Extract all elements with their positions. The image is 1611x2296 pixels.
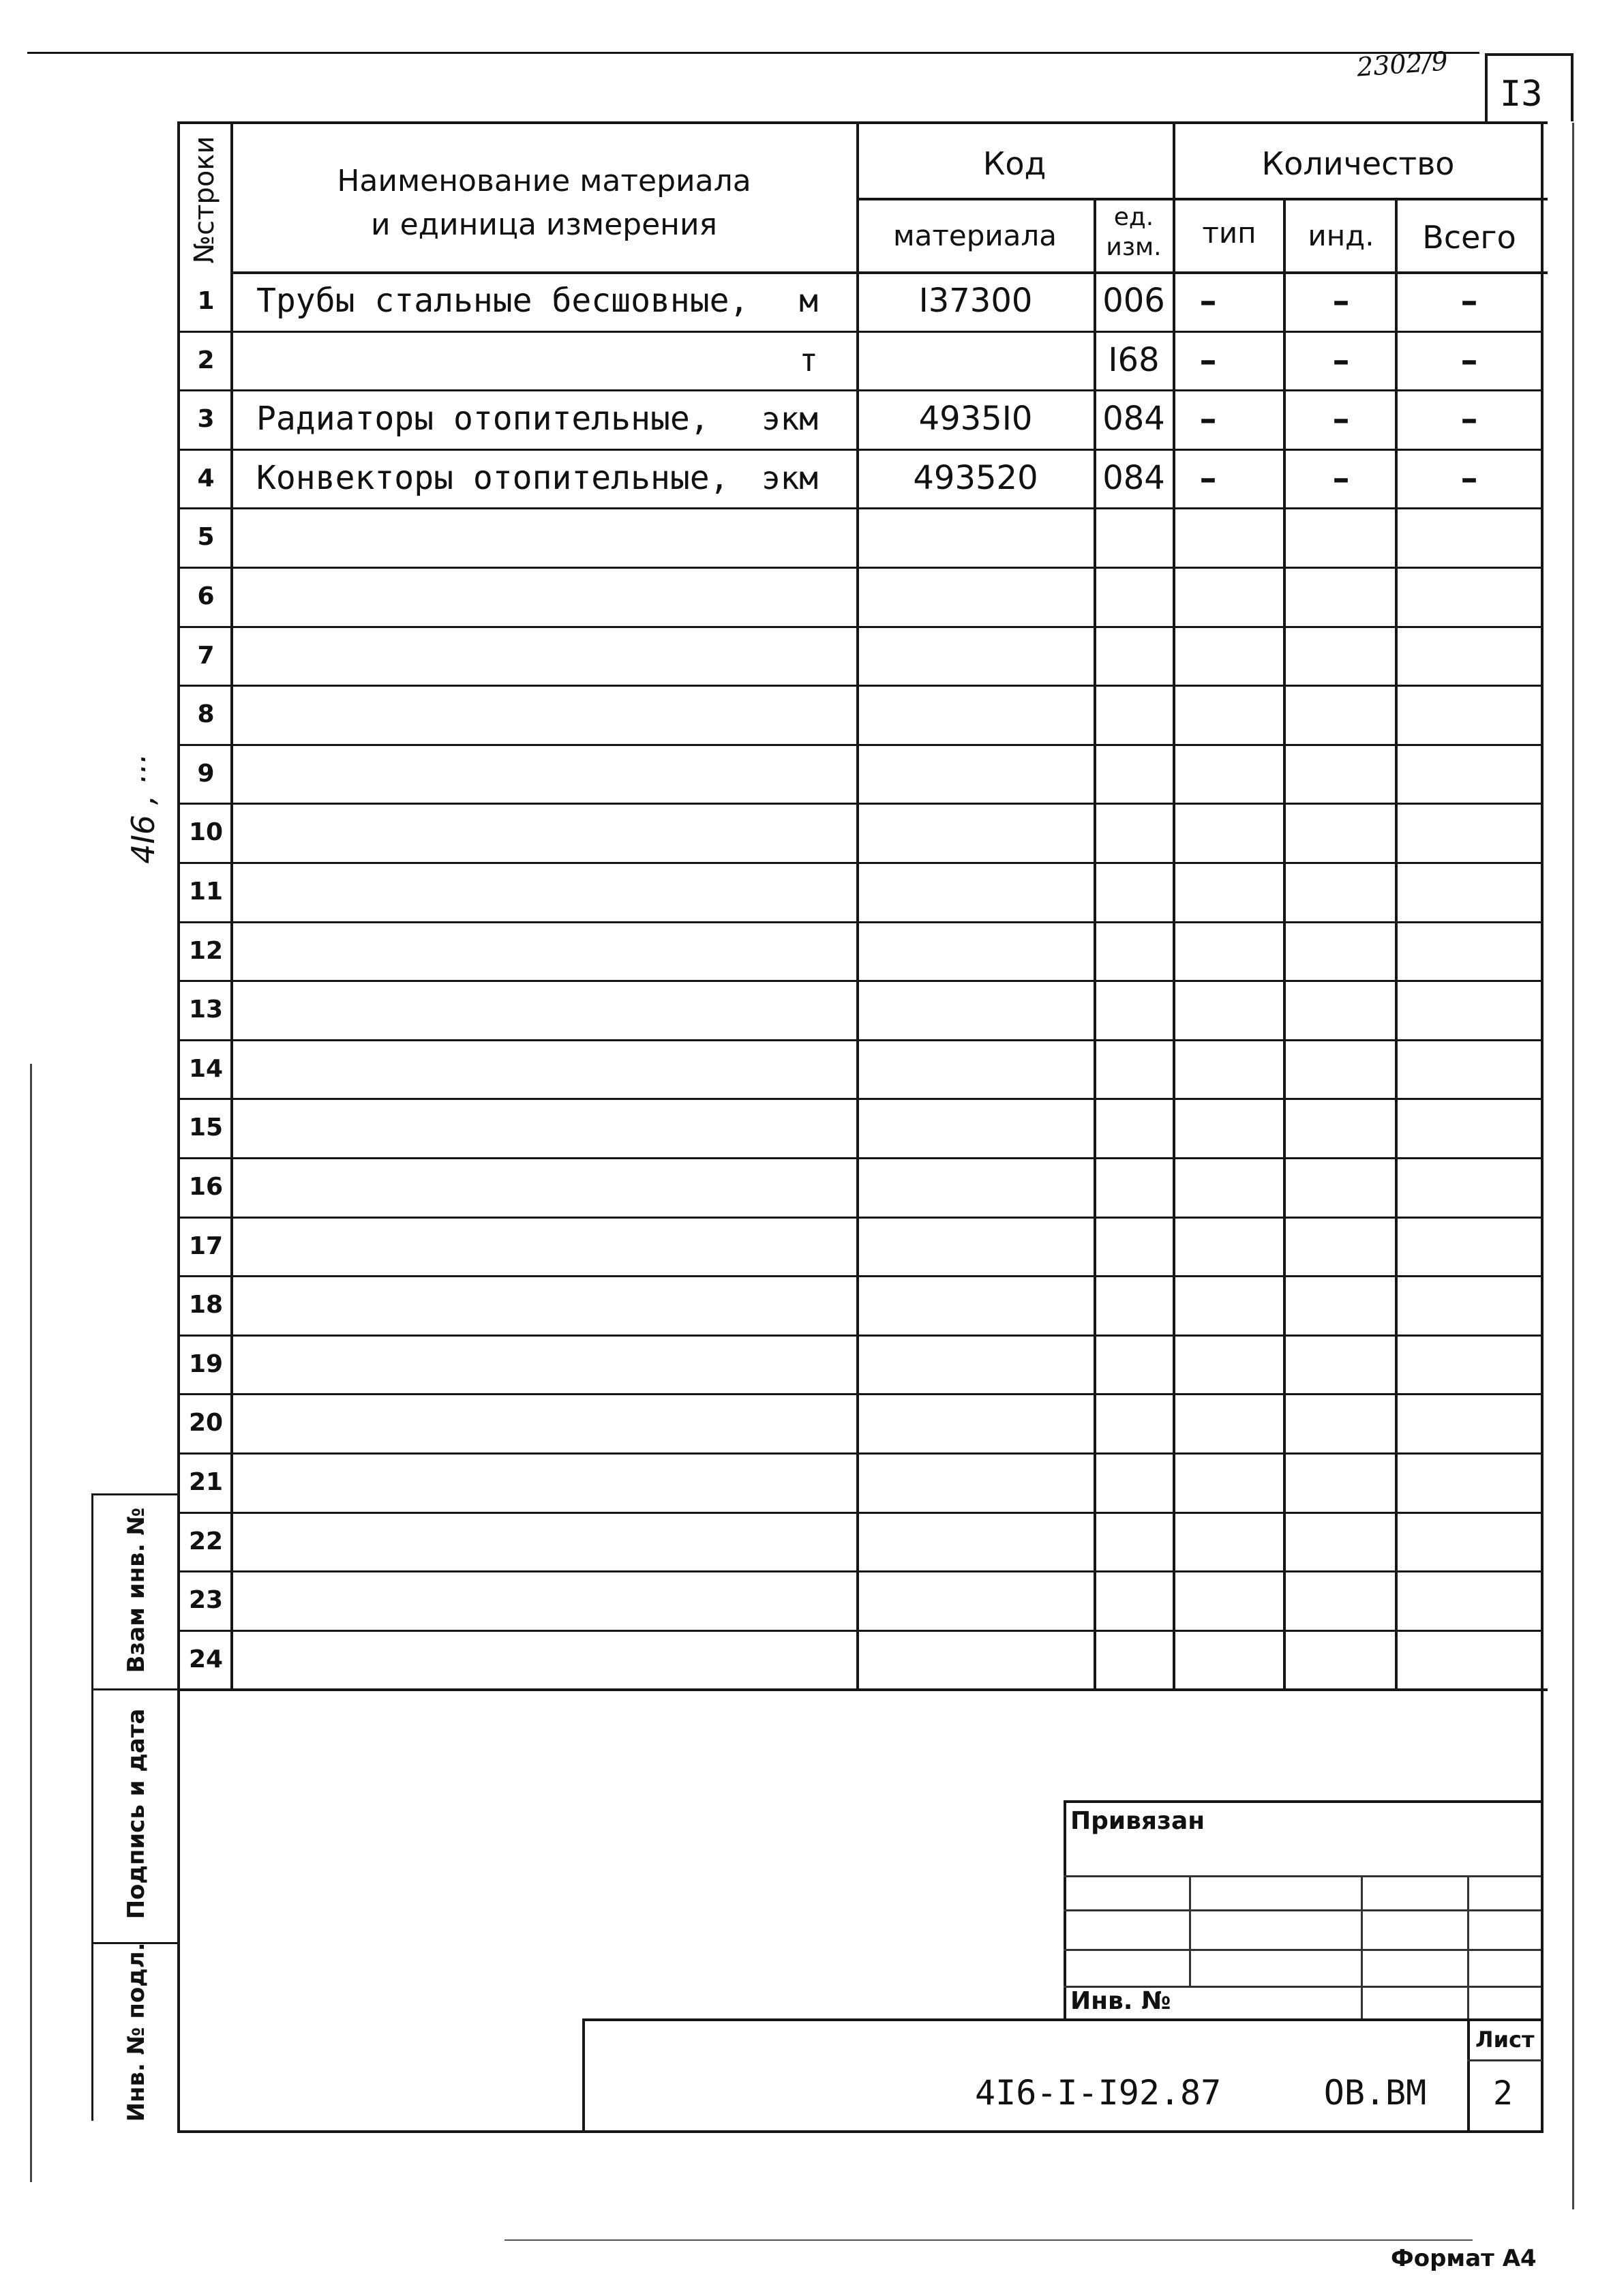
row-line — [177, 1098, 1544, 1100]
row-number: 2 — [197, 346, 215, 374]
material-code — [858, 331, 1094, 389]
table-top-line — [177, 121, 1548, 124]
qty-total: – — [1460, 399, 1478, 438]
sheet-number: 2 — [1493, 2074, 1513, 2113]
row-line — [177, 1570, 1544, 1572]
stamp-privyazan: Привязан — [1070, 1807, 1205, 1835]
row-number: 7 — [197, 641, 215, 670]
unit-code: I68 — [1108, 341, 1160, 379]
material-name: Радиаторы отопительные, — [256, 400, 710, 438]
header-name-line2: и единица измерения — [370, 207, 718, 242]
material-code: I37300 — [918, 282, 1033, 320]
row-line — [177, 1217, 1544, 1219]
row-line — [177, 685, 1544, 687]
row-line — [177, 744, 1544, 746]
unit-label: м — [799, 282, 818, 319]
title-block-bottom — [177, 2130, 1544, 2133]
header-quantity: Количество — [1261, 145, 1455, 182]
qty-ind: – — [1332, 399, 1350, 438]
row-line — [177, 1630, 1544, 1632]
row-number: 5 — [197, 522, 215, 551]
row-line — [177, 1275, 1544, 1277]
row-line — [177, 626, 1544, 628]
document-code: 4I6-I-I92.87 ОВ.ВМ — [975, 2073, 1427, 2113]
row-line — [177, 803, 1544, 805]
row-number: 3 — [197, 404, 215, 433]
handwritten-reference: 2302/9 — [1355, 46, 1449, 83]
stamp-top-line — [1064, 1800, 1541, 1803]
row-number: 16 — [188, 1172, 224, 1201]
header-qty-ind: инд. — [1308, 219, 1374, 252]
row-number: 10 — [188, 818, 224, 846]
qty-type: – — [1199, 458, 1217, 498]
side-strip-left-border — [91, 1493, 93, 2121]
label-signature-date: Подпись и дата — [123, 1708, 150, 1920]
unit-code: 006 — [1102, 282, 1165, 320]
unit-label: экм — [761, 400, 818, 437]
row-line — [177, 507, 1544, 509]
header-sub-line — [856, 198, 1548, 200]
stamp-vdiv-3 — [1467, 1875, 1469, 2018]
material-name — [256, 331, 734, 389]
sheet-box-left — [1467, 2018, 1470, 2133]
unit-label: т — [799, 342, 818, 378]
stamp-line-1 — [1064, 1875, 1541, 1877]
right-page-edge — [1572, 123, 1574, 2209]
qty-total: – — [1460, 340, 1478, 380]
row-number: 18 — [188, 1290, 224, 1319]
row-number: 4 — [197, 464, 215, 492]
row-line — [177, 1157, 1544, 1159]
sheet-corner-number: I3 — [1500, 74, 1543, 115]
row-line — [177, 1039, 1544, 1041]
qty-ind: – — [1332, 458, 1350, 498]
header-qty-type: тип — [1202, 216, 1256, 250]
bottom-dashed-edge — [505, 2239, 1473, 2241]
qty-type: – — [1199, 281, 1217, 320]
margin-code-fragment: 4I6 , ··· — [125, 755, 162, 864]
row-number: 21 — [188, 1467, 224, 1496]
header-row-number: №строки — [189, 136, 220, 264]
row-number: 14 — [188, 1054, 224, 1083]
sheet-label: Лист — [1475, 2027, 1535, 2053]
sheet-box-divider — [1467, 2059, 1542, 2061]
row-line — [177, 980, 1544, 982]
row-number: 13 — [188, 995, 224, 1024]
material-code: 4935I0 — [918, 400, 1033, 438]
stamp-inv-no: Инв. № — [1070, 1987, 1171, 2015]
header-code-unit-line2: изм. — [1106, 233, 1162, 261]
top-border-line — [27, 52, 1479, 54]
left-page-edge — [30, 1064, 32, 2182]
material-name: Конвекторы отопительные, — [256, 459, 729, 497]
row-number: 19 — [188, 1350, 224, 1378]
row-number: 8 — [197, 700, 215, 728]
row-number: 24 — [188, 1645, 224, 1673]
unit-code: 084 — [1102, 459, 1165, 497]
unit-label: экм — [761, 460, 818, 496]
row-line — [177, 921, 1544, 923]
doc-code-box-left — [582, 2018, 585, 2133]
header-qty-total: Всего — [1422, 219, 1516, 256]
header-code-material: материала — [892, 219, 1057, 252]
header-code-unit-line1: ед. — [1113, 203, 1154, 231]
label-inv-podl: Инв. № подл. — [123, 1942, 150, 2122]
qty-total: – — [1460, 458, 1478, 498]
row-number: 17 — [188, 1232, 224, 1260]
qty-type: – — [1199, 340, 1217, 380]
row-line — [177, 1335, 1544, 1337]
row-number: 12 — [188, 936, 224, 965]
material-name: Трубы стальные бесшовные, — [256, 282, 749, 320]
stamp-line-2 — [1064, 1909, 1541, 1911]
side-strip-divider-2 — [91, 1688, 179, 1690]
row-number: 23 — [188, 1585, 224, 1614]
header-code: Код — [982, 145, 1047, 182]
stamp-line-3 — [1064, 1949, 1541, 1951]
row-line — [177, 1393, 1544, 1395]
qty-ind: – — [1332, 281, 1350, 320]
qty-total: – — [1460, 281, 1478, 320]
qty-ind: – — [1332, 340, 1350, 380]
row-number: 11 — [188, 877, 224, 906]
doc-code-box-top — [582, 2018, 1544, 2021]
qty-type: – — [1199, 399, 1217, 438]
header-name-line1: Наименование материала — [337, 164, 751, 198]
table-bottom-line — [177, 1688, 1548, 1691]
stamp-vdiv-1 — [1189, 1875, 1191, 1986]
material-code: 493520 — [913, 459, 1038, 497]
row-number: 22 — [188, 1527, 224, 1555]
row-number: 15 — [188, 1113, 224, 1142]
unit-code: 084 — [1102, 400, 1165, 438]
label-vzam-inv: Взам инв. № — [123, 1507, 150, 1673]
row-line — [177, 1452, 1544, 1455]
row-number: 1 — [197, 286, 215, 315]
row-number: 9 — [197, 759, 215, 788]
row-line — [177, 567, 1544, 569]
row-number: 20 — [188, 1408, 224, 1437]
format-label: Формат А4 — [1391, 2245, 1537, 2272]
row-line — [177, 1512, 1544, 1514]
stamp-vdiv-2 — [1361, 1875, 1363, 2018]
row-line — [177, 862, 1544, 864]
row-number: 6 — [197, 582, 215, 610]
